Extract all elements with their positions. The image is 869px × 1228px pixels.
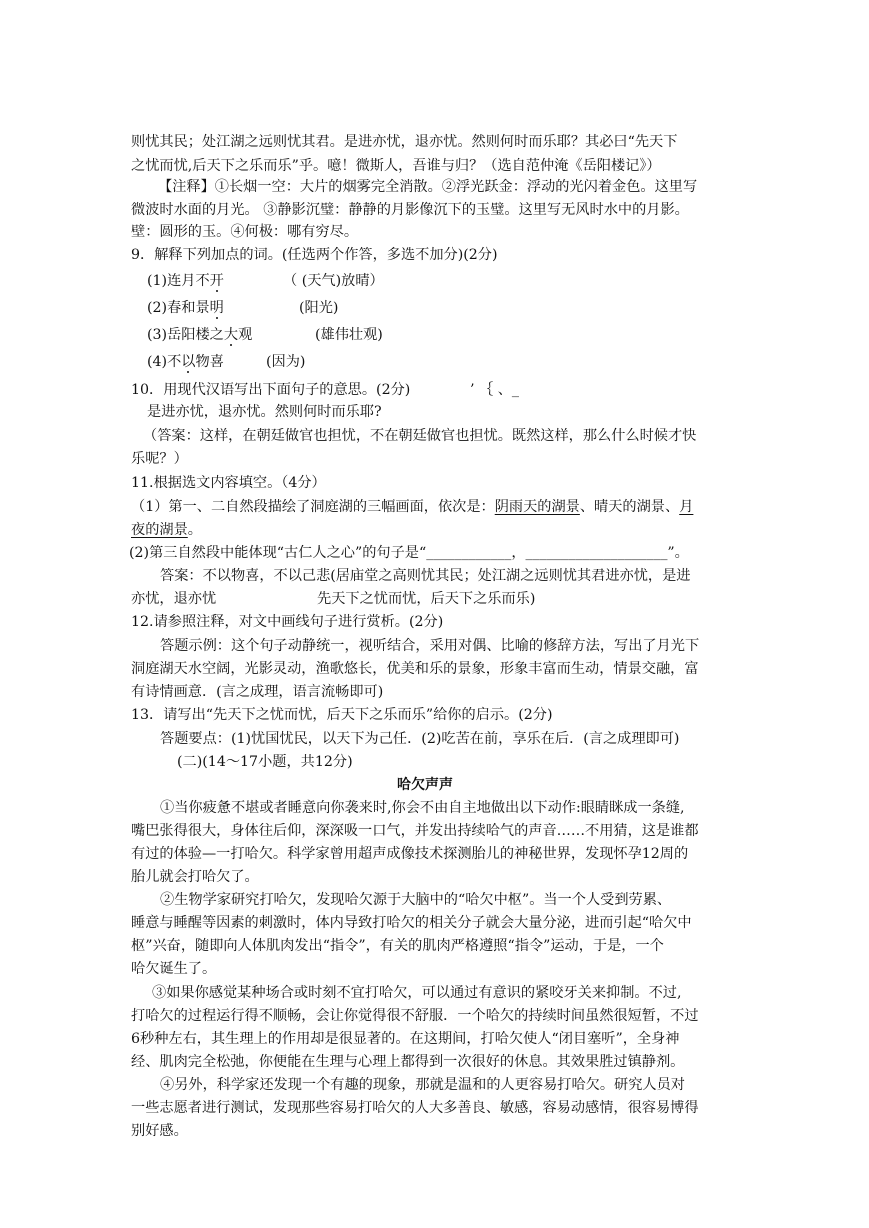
q9-item-3-post: 观 — [238, 327, 253, 343]
q11-part-1-mid: 、晴天的湖景、 — [579, 499, 680, 515]
q11-answer-moonlit-scene: 夜的湖景 — [131, 522, 188, 538]
q9-item-1-dotted-word: 开 — [209, 273, 224, 289]
question-11-stem: 11.根据选文内容填空。（4分） — [131, 475, 326, 491]
q10-answer-line-2: 乐呢？） — [131, 451, 188, 467]
q11-answer-line-2a: 亦忧，退亦忧 — [131, 591, 217, 607]
article-p3-line-2: 打哈欠的过程运行得不顺畅，会让你觉得很不舒服．一个哈欠的持续时间虽然很短暂，不过 — [131, 1008, 699, 1024]
question-13-stem: 13．请写出“先天下之忧而忧，后天下之乐而乐”给你的启示。(2分) — [131, 707, 553, 723]
q11-answer-line-2b: 先天下之忧而忧，后天下之乐而乐) — [317, 591, 536, 607]
q12-answer-line-2: 洞庭湖天水空阔，光影灵动，渔歌悠长，优美和乐的景象，形象丰富而生动，情景交融，富 — [131, 661, 699, 677]
q11-part-1-pre: （1）第一、二自然段描绘了洞庭湖的三幅画面，依次是： — [131, 499, 495, 515]
article-title: 哈欠声声 — [397, 777, 453, 793]
q11-part-1-cont — [131, 520, 202, 540]
note-line-1: 【注释】①长烟一空：大片的烟雾完全消散。②浮光跃金：浮动的光闪着金色。这里写 — [158, 179, 698, 195]
question-10-stem: 10．用现代汉语写出下面句子的意思。(2分) — [131, 382, 411, 398]
article-p1-line-2: 嘴巴张得很大，身体往后仰，深深吸一口气，并发出持续哈气的声音……不用猜，这是谁都 — [131, 823, 699, 839]
q9-item-3-answer: (雄伟壮观) — [315, 327, 383, 343]
article-p2-line-4: 哈欠诞生了。 — [131, 961, 217, 977]
article-p4-line-2: 一些志愿者进行测试，发现那些容易打哈欠的人大多善良、敏感，容易动感情，很容易博得 — [131, 1100, 699, 1116]
q9-item-2-dotted-word: 明 — [209, 300, 224, 316]
q10-answer-line-1: （答案：这样，在朝廷做官也担忧，不在朝廷做官也担忧。既然这样，那么什么时候才快 — [143, 428, 697, 444]
q9-item-1-answer: （ (天气)放晴） — [283, 273, 384, 289]
article-p1-line-4: 胎儿就会打哈欠了。 — [131, 869, 259, 885]
q9-item-4-post: 物喜 — [195, 354, 224, 370]
article-p4-line-3: 别好感。 — [131, 1123, 188, 1139]
article-p2-line-3: 枢”兴奋，随即向人体肌肉发出“指令”，有关的肌肉严格遵照“指令”运动，于是，一个 — [131, 938, 664, 954]
q9-item-2 — [147, 298, 224, 318]
passage-line-2: 之忧而忧,后天下之乐而乐”乎。噫！微斯人，吾谁与归？（选自范仲淹《岳阳楼记》） — [131, 158, 661, 174]
note-line-3: 壁：圆形的玉。④何极：哪有穷尽。 — [131, 224, 359, 240]
q9-item-4 — [147, 352, 224, 372]
q9-item-3-pre: (3)岳阳楼之 — [147, 327, 224, 343]
q10-sentence: 是进亦忧，退亦忧。然则何时而乐耶? — [147, 404, 382, 420]
section-2-heading: (二)(14～17小题，共12分) — [177, 754, 353, 770]
q9-item-1-pre: (1)连月不 — [147, 273, 210, 289]
article-p3-line-4: 经、肌肉完全松弛，你便能在生理与心理上都得到一次很好的休息。其效果胜过镇静剂。 — [131, 1054, 685, 1070]
q12-answer-line-3: 有诗情画意．(言之成理，语言流畅即可) — [131, 684, 384, 700]
q9-item-2-pre: (2)春和景 — [147, 300, 210, 316]
q9-item-3-dotted-word: 大 — [223, 327, 239, 343]
q9-item-2-answer: (阳光) — [299, 300, 339, 316]
article-p3-line-1: ③如果你感觉某种场合或时刻不宜打哈欠，可以通过有意识的紧咬牙关来抑制。不过, — [152, 985, 682, 1001]
q9-item-3 — [147, 325, 252, 345]
q13-answer: 答题要点：(1)忧国忧民，以天下为己任．(2)吃苦在前，享乐在后．(言之成理即可) — [160, 731, 680, 747]
q11-answer-line-1: 答案：不以物喜，不以己悲(居庙堂之高则忧其民；处江湖之远则忧其君进亦忧，是进 — [160, 568, 691, 584]
q11-answer-rainy-scene: 阴雨天的湖景 — [494, 499, 580, 515]
article-p2-line-1: ②生物学家研究打哈欠，发现哈欠源于大脑中的“哈欠中枢”。当一个人受到劳累、 — [160, 892, 672, 908]
q9-item-4-dotted-word: 以 — [181, 354, 196, 370]
q11-part-1 — [131, 497, 693, 517]
article-p1-line-1: ①当你疲惫不堪或者睡意向你袭来时,你会不由自主地做出以下动作:眼睛眯成一条缝, — [160, 800, 685, 816]
passage-line-1: 则忧其民；处江湖之远则忧其君。是进亦忧，退亦忧。然则何时而乐耶？其必曰“先天下 — [131, 134, 678, 150]
question-9-stem: 9．解释下列加点的词。(任选两个作答，多选不加分)(2分) — [131, 247, 498, 263]
article-p3-line-3: 6秒种左右，其生理上的作用却是很显著的。在这期间，打哈欠使人“闭目塞听”，全身神 — [131, 1031, 680, 1047]
q12-answer-line-1: 答题示例：这个句子动静统一，视听结合，采用对偶、比喻的修辞方法，写出了月光下 — [160, 638, 700, 654]
q9-item-4-answer: (因为) — [266, 354, 306, 370]
question-12-stem: 12.请参照注释，对文中画线句子进行赏析。(2分) — [131, 614, 444, 630]
q11-part-2: (2)第三自然段中能体现“古仁人之心”的句子是“____________，____________________”。 — [129, 545, 689, 561]
note-line-2: 微波时水面的月光。 ③静影沉璧：静静的月影像沉下的玉璧。这里写无风时水中的月影。 — [131, 202, 689, 218]
article-p1-line-3: 有过的体验—一打哈欠。科学家曾用超声成像技术探测胎儿的神秘世界，发现怀孕12周的 — [131, 846, 689, 862]
q11-answer-moon-char: 月 — [679, 499, 694, 515]
article-p4-line-1: ④另外，科学家还发现一个有趣的现象，那就是温和的人更容易打哈欠。研究人员对 — [160, 1077, 685, 1093]
q11-part-1-end: 。 — [187, 522, 202, 538]
q10-stray-marks: ’ ｛ 、_ — [470, 382, 519, 398]
article-p2-line-2: 睡意与睡醒等因素的刺激时，体内导致打哈欠的相关分子就会大量分泌，进而引起“哈欠中 — [131, 915, 692, 931]
q9-item-4-pre: (4)不 — [147, 354, 182, 370]
q9-item-1 — [147, 271, 224, 291]
